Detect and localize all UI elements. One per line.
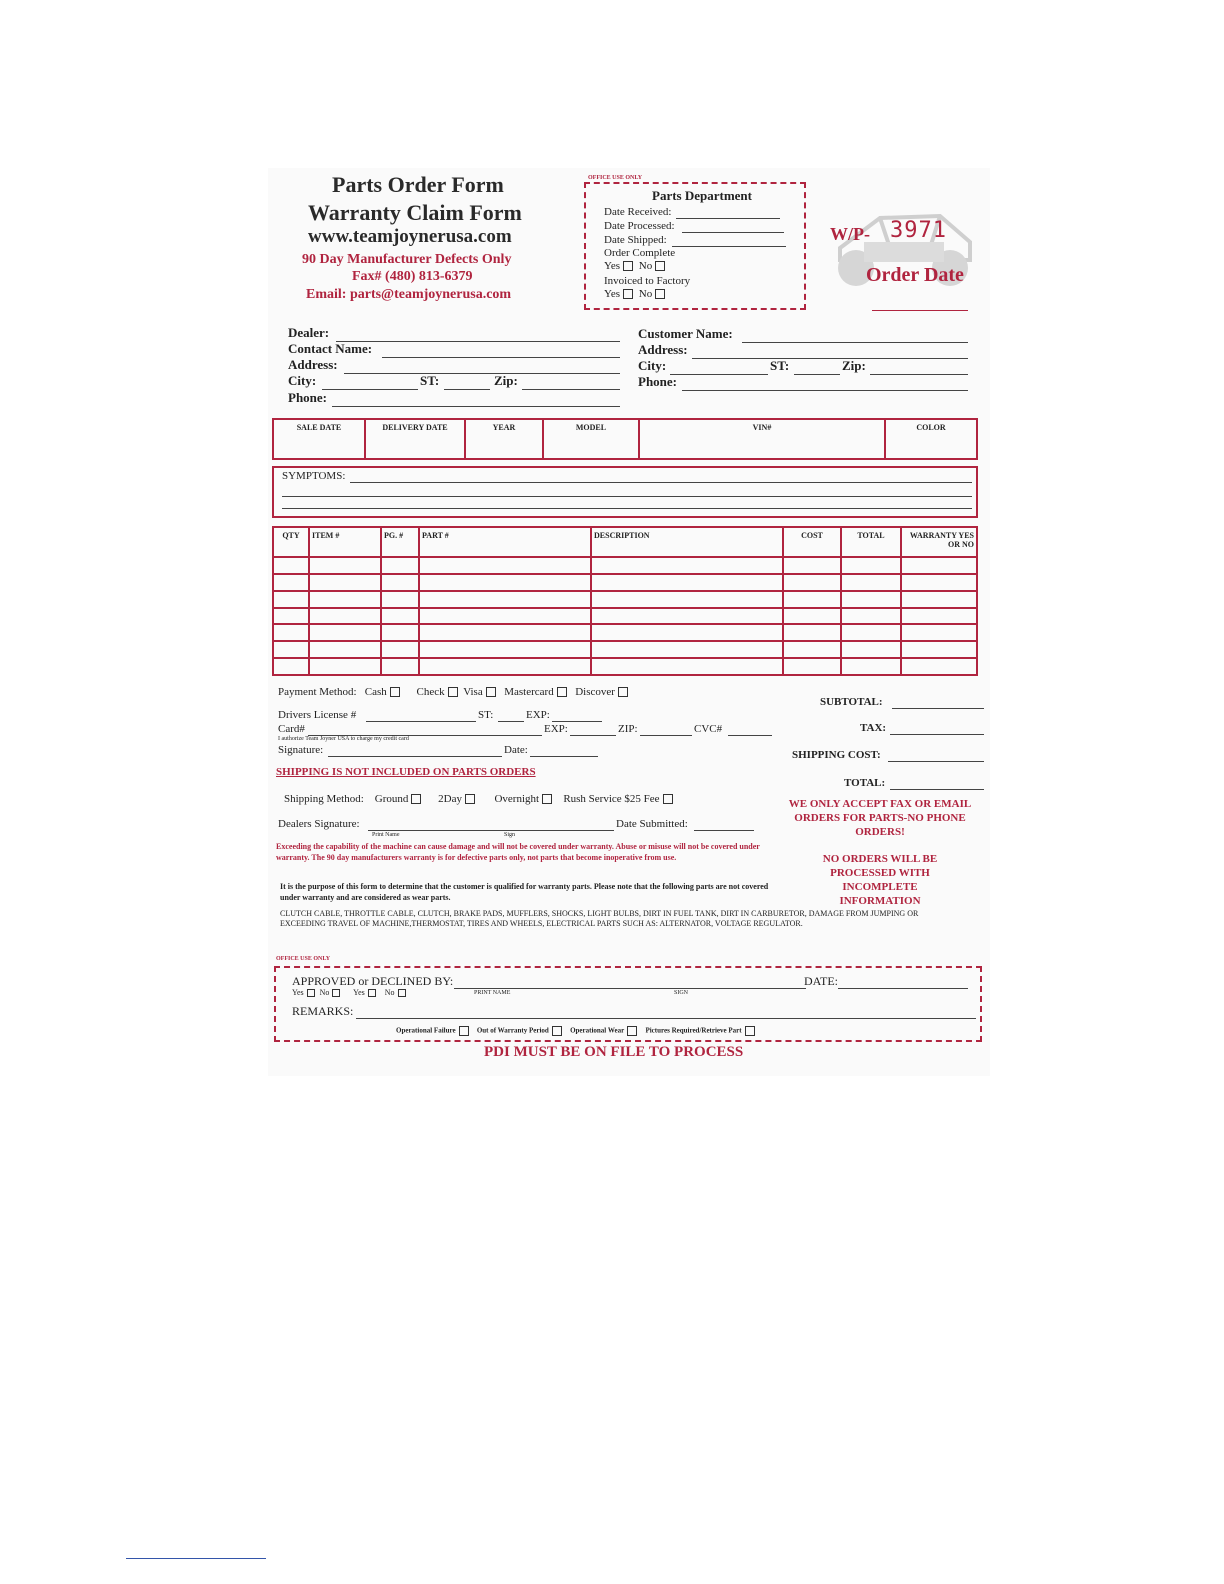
- subtotal-field[interactable]: [892, 708, 984, 709]
- check-checkbox[interactable]: [448, 687, 458, 697]
- license-exp-label: EXP:: [526, 709, 550, 721]
- table-cell[interactable]: [901, 641, 977, 658]
- qty-header: QTY: [273, 527, 309, 557]
- delivery-date-cell[interactable]: [365, 419, 465, 459]
- color-cell[interactable]: [885, 419, 977, 459]
- signature-date-field[interactable]: [530, 756, 598, 757]
- table-cell[interactable]: [591, 591, 783, 608]
- symptoms-box[interactable]: [272, 466, 978, 518]
- order-date-label: Order Date: [866, 264, 964, 286]
- table-row: [273, 591, 977, 608]
- shipping-method-label: Shipping Method:: [284, 793, 364, 805]
- sale-date-cell[interactable]: [273, 419, 365, 459]
- remarks-label: REMARKS:: [292, 1004, 354, 1018]
- dealer-city-field[interactable]: [322, 389, 418, 390]
- date-processed-label: Date Processed:: [604, 220, 675, 232]
- vin-cell[interactable]: [639, 419, 885, 459]
- subtotal-label: SUBTOTAL:: [820, 696, 883, 708]
- model-header: MODEL: [575, 423, 607, 432]
- table-cell[interactable]: [309, 574, 381, 591]
- table-cell[interactable]: [273, 591, 309, 608]
- table-cell[interactable]: [419, 591, 591, 608]
- table-cell[interactable]: [381, 574, 419, 591]
- tax-field[interactable]: [890, 734, 984, 735]
- signature-label: Signature:: [278, 744, 324, 756]
- table-cell[interactable]: [901, 624, 977, 641]
- date-received-label: Date Received:: [604, 206, 672, 218]
- shipping-method-row: [284, 793, 676, 805]
- table-cell[interactable]: [309, 624, 381, 641]
- license-field[interactable]: [366, 721, 476, 722]
- table-cell[interactable]: [273, 641, 309, 658]
- office-use-bottom-tag: OFFICE USE ONLY: [276, 956, 331, 962]
- payment-method-label: Payment Method:: [278, 686, 357, 698]
- form-title-parts: Parts Order Form: [332, 172, 504, 197]
- form-title-warranty: Warranty Claim Form: [308, 200, 522, 225]
- cash-label: Cash: [364, 686, 387, 698]
- customer-zip-field[interactable]: [870, 374, 968, 375]
- approved-field[interactable]: [454, 988, 806, 989]
- card-zip-field[interactable]: [640, 735, 692, 736]
- table-cell[interactable]: [841, 658, 901, 675]
- table-cell[interactable]: [591, 557, 783, 574]
- invoiced-label: Invoiced to Factory: [604, 275, 691, 287]
- total-header: TOTAL: [841, 527, 901, 557]
- item-header: ITEM #: [309, 527, 381, 557]
- dealer-city-label: City:: [288, 373, 317, 388]
- customer-address-label: Address:: [638, 342, 688, 357]
- table-cell[interactable]: [841, 574, 901, 591]
- date-submitted-label: Date Submitted:: [616, 818, 688, 830]
- cost-header: COST: [783, 527, 841, 557]
- dealer-field[interactable]: [336, 341, 620, 342]
- symptoms-line-3: [282, 508, 972, 509]
- customer-zip-label: Zip:: [842, 358, 866, 373]
- print-name-label: PRINT NAME: [474, 990, 511, 996]
- office-use-tag: OFFICE USE ONLY: [588, 175, 643, 181]
- table-cell[interactable]: [841, 641, 901, 658]
- table-cell[interactable]: [591, 658, 783, 675]
- ground-checkbox[interactable]: [411, 794, 421, 804]
- purpose-statement: It is the purpose of this form to determine that the customer is qualified for warranty parts. Please note that the following parts are not covered under warranty and are considered as wear parts.: [280, 882, 769, 902]
- order-complete-yes-checkbox[interactable]: [623, 261, 633, 271]
- rush-label: Rush Service $25 Fee: [563, 793, 660, 805]
- wp-label: W/P-: [830, 224, 870, 244]
- contact-name-label: Contact Name:: [288, 341, 373, 356]
- discover-label: Discover: [575, 686, 615, 698]
- table-row: [273, 608, 977, 625]
- wear-parts-list: CLUTCH CABLE, THROTTLE CABLE, CLUTCH, BRAKE PADS, MUFFLERS, SHOCKS, LIGHT BULBS, DIRT IN FUEL TANK, DIRT IN CARBURETOR, DAMAGE FROM JUMPING OR EXCEEDING TRAVEL OF MACHINE,THERMOSTAT, TIRES AND WHEELS, ELECTRICAL PARTS SUCH AS: ALTERNATOR, VOLTAGE REGULATOR.: [280, 909, 919, 928]
- table-cell[interactable]: [841, 624, 901, 641]
- vin-header: VIN#: [752, 423, 772, 432]
- warranty-warning: Exceeding the capability of the machine can cause damage and will not be covered under warranty. Abuse or misuse will not be covered under warranty. The 90 day manufacturers warranty is for defective parts only, not parts that become inoperative from use.: [276, 842, 760, 862]
- op-failure-checkbox[interactable]: [459, 1026, 469, 1036]
- wp-number: 3971: [890, 218, 947, 243]
- table-cell[interactable]: [901, 658, 977, 675]
- pg-header: PG. #: [381, 527, 419, 557]
- card-zip-label: ZIP:: [618, 723, 638, 735]
- table-cell[interactable]: [591, 574, 783, 591]
- approval-yes-2: Yes: [353, 988, 365, 997]
- mastercard-checkbox[interactable]: [557, 687, 567, 697]
- table-cell[interactable]: [273, 624, 309, 641]
- customer-address-field[interactable]: [692, 358, 968, 359]
- dealer-phone-label: Phone:: [288, 390, 327, 405]
- table-cell[interactable]: [419, 641, 591, 658]
- op-failure-label: Operational Failure: [396, 1026, 456, 1035]
- table-cell[interactable]: [783, 557, 841, 574]
- table-cell[interactable]: [783, 658, 841, 675]
- parts-department-box: [584, 182, 806, 310]
- table-row: [273, 557, 977, 574]
- table-cell[interactable]: [591, 608, 783, 625]
- defects-note: 90 Day Manufacturer Defects Only: [302, 252, 512, 267]
- table-cell[interactable]: [419, 608, 591, 625]
- table-cell[interactable]: [419, 574, 591, 591]
- authorize-text: I authorize Team Joyner USA to charge my credit card: [278, 736, 409, 742]
- table-cell[interactable]: [901, 557, 977, 574]
- order-complete-label: Order Complete: [604, 247, 676, 259]
- print-name-caption: Print Name: [372, 832, 400, 838]
- order-complete-no-checkbox[interactable]: [655, 261, 665, 271]
- card-exp-label: EXP:: [544, 723, 568, 735]
- sale-date-header: SALE DATE: [296, 423, 342, 432]
- table-cell[interactable]: [901, 608, 977, 625]
- table-cell[interactable]: [419, 557, 591, 574]
- table-cell[interactable]: [841, 608, 901, 625]
- table-cell[interactable]: [419, 624, 591, 641]
- table-cell[interactable]: [381, 658, 419, 675]
- dealer-address-field[interactable]: [344, 373, 620, 374]
- invoiced-no: No: [638, 288, 653, 300]
- approved-label: APPROVED or DECLINED BY:: [292, 974, 454, 988]
- website: www.teamjoynerusa.com: [308, 226, 512, 247]
- approval-no-2: No: [384, 988, 395, 997]
- cvc-field[interactable]: [728, 735, 772, 736]
- license-label: Drivers License #: [278, 709, 357, 721]
- op-wear-label: Operational Wear: [570, 1026, 625, 1035]
- approval-yes-no-row: [292, 988, 409, 997]
- date-shipped-label: Date Shipped:: [604, 234, 667, 246]
- customer-city-field[interactable]: [670, 374, 768, 375]
- invoiced-no-checkbox[interactable]: [655, 289, 665, 299]
- symptoms-line-2: [282, 496, 972, 497]
- rush-checkbox[interactable]: [663, 794, 673, 804]
- table-row: [273, 658, 977, 675]
- cvc-label: CVC#: [694, 723, 723, 735]
- table-cell[interactable]: [591, 624, 783, 641]
- invoiced-yes-checkbox[interactable]: [623, 289, 633, 299]
- remarks-field[interactable]: [356, 1018, 976, 1019]
- license-exp-field[interactable]: [552, 721, 602, 722]
- footnote-rule: [126, 1558, 266, 1559]
- license-st-field[interactable]: [498, 721, 524, 722]
- approval-yes-1: Yes: [292, 988, 304, 997]
- warranty-header: WARRANTY YES OR NO: [901, 527, 977, 557]
- delivery-date-header: DELIVERY DATE: [382, 423, 448, 432]
- table-cell[interactable]: [273, 658, 309, 675]
- symptoms-line-1: [350, 482, 972, 483]
- overnight-label: Overnight: [494, 793, 540, 805]
- parts-table: [272, 526, 978, 676]
- dealer-phone-field[interactable]: [332, 406, 620, 407]
- table-cell[interactable]: [309, 557, 381, 574]
- order-date-line[interactable]: [872, 310, 968, 311]
- table-cell[interactable]: [381, 624, 419, 641]
- customer-st-label: ST:: [770, 358, 790, 373]
- signature-field[interactable]: [328, 756, 502, 757]
- out-warranty-checkbox[interactable]: [552, 1026, 562, 1036]
- year-header: YEAR: [492, 423, 516, 432]
- dealer-zip-label: Zip:: [494, 373, 518, 388]
- customer-phone-label: Phone:: [638, 374, 677, 389]
- table-cell[interactable]: [381, 641, 419, 658]
- twoday-checkbox[interactable]: [465, 794, 475, 804]
- dealer-address-label: Address:: [288, 357, 338, 372]
- pdi-footer: PDI MUST BE ON FILE TO PROCESS: [484, 1044, 744, 1060]
- twoday-label: 2Day: [438, 793, 462, 805]
- reason-row: [396, 1026, 758, 1036]
- table-cell[interactable]: [381, 591, 419, 608]
- pictures-label: Pictures Required/Retrieve Part: [645, 1026, 742, 1035]
- date-received-line[interactable]: [676, 218, 780, 219]
- payment-method-row: [278, 686, 631, 698]
- dealer-zip-field[interactable]: [522, 389, 620, 390]
- pictures-checkbox[interactable]: [745, 1026, 755, 1036]
- fax-number: Fax# (480) 813-6379: [352, 269, 473, 284]
- signature-date-label: Date:: [504, 744, 528, 756]
- incomplete-notice: NO ORDERS WILL BE PROCESSED WITH INCOMPLETE INFORMATION: [822, 853, 938, 907]
- total-field[interactable]: [890, 789, 984, 790]
- table-cell[interactable]: [783, 591, 841, 608]
- visa-label: Visa: [463, 686, 483, 698]
- order-complete-yes: Yes: [604, 260, 621, 272]
- table-row: [273, 624, 977, 641]
- mastercard-label: Mastercard: [504, 686, 554, 698]
- sign-label: SIGN: [674, 990, 689, 996]
- overnight-checkbox[interactable]: [542, 794, 552, 804]
- table-cell[interactable]: [841, 591, 901, 608]
- table-cell[interactable]: [309, 641, 381, 658]
- customer-phone-field[interactable]: [682, 390, 968, 391]
- shipping-cost-label: SHIPPING COST:: [792, 749, 881, 761]
- parts-department-title: Parts Department: [652, 188, 752, 203]
- table-cell[interactable]: [309, 658, 381, 675]
- date-processed-line[interactable]: [682, 232, 784, 233]
- table-cell[interactable]: [901, 574, 977, 591]
- date-submitted-field[interactable]: [694, 830, 754, 831]
- table-cell[interactable]: [783, 624, 841, 641]
- table-row: [273, 641, 977, 658]
- email-address: Email: parts@teamjoynerusa.com: [306, 287, 512, 302]
- table-row: [273, 574, 977, 591]
- fax-only-notice: WE ONLY ACCEPT FAX OR EMAIL ORDERS FOR PARTS-NO PHONE ORDERS!: [788, 798, 972, 838]
- table-cell[interactable]: [419, 658, 591, 675]
- year-cell[interactable]: [465, 419, 543, 459]
- license-st-label: ST:: [478, 709, 494, 721]
- color-header: COLOR: [916, 423, 946, 432]
- approval-no-2-checkbox[interactable]: [398, 989, 406, 997]
- table-cell[interactable]: [783, 641, 841, 658]
- table-cell[interactable]: [309, 608, 381, 625]
- approval-yes-2-checkbox[interactable]: [368, 989, 376, 997]
- approval-box: [274, 966, 982, 1042]
- table-cell[interactable]: [841, 557, 901, 574]
- shipping-notice: SHIPPING IS NOT INCLUDED ON PARTS ORDERS: [276, 766, 536, 778]
- shipping-cost-field[interactable]: [888, 761, 984, 762]
- dealer-st-label: ST:: [420, 373, 440, 388]
- cash-checkbox[interactable]: [390, 687, 400, 697]
- invoiced-yes: Yes: [604, 288, 621, 300]
- table-cell[interactable]: [381, 608, 419, 625]
- dealer-label: Dealer:: [288, 325, 330, 340]
- table-cell[interactable]: [901, 591, 977, 608]
- symptoms-label: SYMPTOMS:: [282, 470, 346, 482]
- card-exp-field[interactable]: [570, 735, 616, 736]
- description-header: DESCRIPTION: [591, 527, 783, 557]
- customer-st-field[interactable]: [794, 374, 840, 375]
- card-label: Card#: [278, 723, 305, 735]
- vehicle-table: [272, 418, 978, 460]
- tax-label: TAX:: [860, 722, 887, 734]
- table-cell[interactable]: [273, 608, 309, 625]
- dealers-signature-field[interactable]: [368, 830, 614, 831]
- sign-caption: Sign: [504, 832, 516, 838]
- ground-label: Ground: [374, 793, 409, 805]
- table-cell[interactable]: [381, 557, 419, 574]
- approval-yes-1-checkbox[interactable]: [307, 989, 315, 997]
- total-label: TOTAL:: [844, 777, 886, 789]
- model-cell[interactable]: [543, 419, 639, 459]
- order-complete-no: No: [638, 260, 653, 272]
- part-number-header: PART #: [419, 527, 591, 557]
- customer-name-label: Customer Name:: [638, 326, 733, 341]
- approval-no-1-checkbox[interactable]: [332, 989, 340, 997]
- out-warranty-label: Out of Warranty Period: [476, 1026, 549, 1035]
- table-cell[interactable]: [591, 641, 783, 658]
- op-wear-checkbox[interactable]: [627, 1026, 637, 1036]
- customer-name-field[interactable]: [742, 342, 968, 343]
- table-cell[interactable]: [309, 591, 381, 608]
- customer-city-label: City:: [638, 358, 667, 373]
- dealer-st-field[interactable]: [444, 389, 490, 390]
- approval-date-field[interactable]: [838, 988, 968, 989]
- visa-checkbox[interactable]: [486, 687, 496, 697]
- dealers-signature-label: Dealers Signature:: [278, 818, 360, 830]
- table-cell[interactable]: [783, 574, 841, 591]
- approval-date-label: DATE:: [804, 974, 838, 988]
- check-label: Check: [416, 686, 445, 698]
- table-cell[interactable]: [783, 608, 841, 625]
- table-cell[interactable]: [273, 557, 309, 574]
- order-form: [268, 168, 990, 1076]
- date-shipped-line[interactable]: [672, 246, 786, 247]
- contact-name-field[interactable]: [382, 357, 620, 358]
- discover-checkbox[interactable]: [618, 687, 628, 697]
- approval-no-1: No: [319, 988, 330, 997]
- table-cell[interactable]: [273, 574, 309, 591]
